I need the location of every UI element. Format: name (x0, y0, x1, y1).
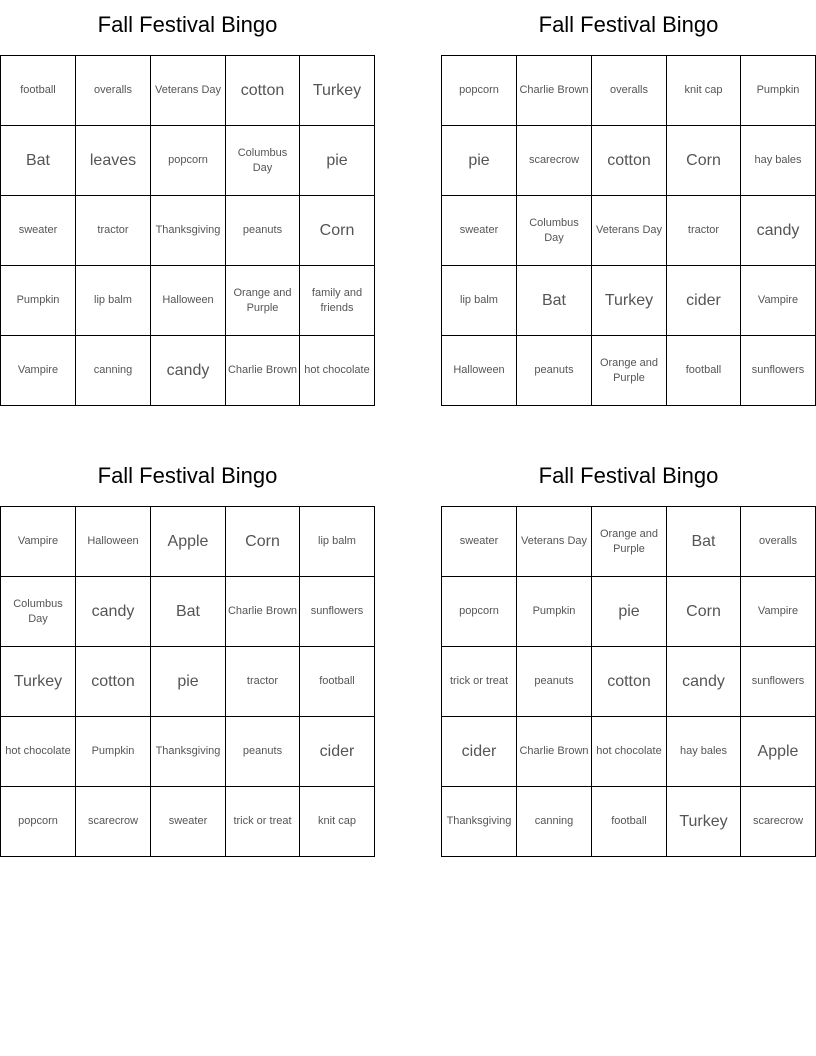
bingo-cell: Halloween (442, 336, 517, 406)
bingo-cell: peanuts (226, 196, 300, 266)
bingo-cell: knit cap (667, 56, 741, 126)
card-title: Fall Festival Bingo (538, 12, 719, 37)
bingo-cell: Charlie Brown (517, 56, 592, 126)
bingo-cell: tractor (76, 196, 151, 266)
bingo-cell: lip balm (300, 507, 375, 577)
bingo-cell: sweater (151, 787, 226, 857)
bingo-cell: trick or treat (442, 647, 517, 717)
bingo-cell: scarecrow (741, 787, 816, 857)
bingo-cell: Apple (741, 717, 816, 787)
card-title: Fall Festival Bingo (97, 12, 278, 37)
bingo-cell: Bat (667, 507, 741, 577)
bingo-cell: hot chocolate (1, 717, 76, 787)
bingo-cell: scarecrow (517, 126, 592, 196)
bingo-cell: cider (667, 266, 741, 336)
bingo-cell: Bat (151, 577, 226, 647)
bingo-cell: Charlie Brown (226, 577, 300, 647)
bingo-cell: cotton (226, 56, 300, 126)
bingo-grid (441, 55, 816, 406)
bingo-cell: cotton (592, 126, 667, 196)
bingo-cell: Pumpkin (517, 577, 592, 647)
bingo-cell: hot chocolate (300, 336, 375, 406)
bingo-cell: overalls (592, 56, 667, 126)
bingo-cell: peanuts (226, 717, 300, 787)
bingo-cell: sunflowers (300, 577, 375, 647)
bingo-cell: pie (592, 577, 667, 647)
bingo-cell: popcorn (442, 577, 517, 647)
bingo-cell: cotton (592, 647, 667, 717)
bingo-cell: football (300, 647, 375, 717)
bingo-cell: peanuts (517, 647, 592, 717)
bingo-cell: sweater (1, 196, 76, 266)
bingo-cell: popcorn (442, 56, 517, 126)
bingo-cell: leaves (76, 126, 151, 196)
bingo-cell: knit cap (300, 787, 375, 857)
bingo-cell: Vampire (741, 266, 816, 336)
bingo-cell: Turkey (1, 647, 76, 717)
bingo-cell: Orange and Purple (226, 266, 300, 336)
bingo-cell: candy (741, 196, 816, 266)
bingo-grid (441, 506, 816, 857)
bingo-cell: Corn (300, 196, 375, 266)
bingo-cell: Veterans Day (151, 56, 226, 126)
bingo-cell: Columbus Day (1, 577, 76, 647)
bingo-cell: Turkey (592, 266, 667, 336)
bingo-cell: cider (300, 717, 375, 787)
bingo-cell: Charlie Brown (226, 336, 300, 406)
bingo-cell: cotton (76, 647, 151, 717)
bingo-cell: popcorn (151, 126, 226, 196)
bingo-cell: sunflowers (741, 647, 816, 717)
bingo-cell: lip balm (442, 266, 517, 336)
bingo-cell: tractor (667, 196, 741, 266)
bingo-cell: tractor (226, 647, 300, 717)
bingo-cell: peanuts (517, 336, 592, 406)
bingo-cell: hay bales (741, 126, 816, 196)
bingo-cell: candy (151, 336, 226, 406)
bingo-grid (0, 55, 375, 406)
bingo-cell: Corn (226, 507, 300, 577)
bingo-cell: Bat (1, 126, 76, 196)
card-title: Fall Festival Bingo (538, 463, 719, 488)
bingo-cell: Vampire (1, 507, 76, 577)
bingo-cell: Charlie Brown (517, 717, 592, 787)
bingo-cell: Turkey (667, 787, 741, 857)
bingo-cell: Orange and Purple (592, 507, 667, 577)
bingo-cell: Bat (517, 266, 592, 336)
bingo-cell: canning (517, 787, 592, 857)
bingo-cell: Thanksgiving (151, 717, 226, 787)
bingo-cell: scarecrow (76, 787, 151, 857)
bingo-cell: Apple (151, 507, 226, 577)
bingo-cell: family and friends (300, 266, 375, 336)
card-title: Fall Festival Bingo (97, 463, 278, 488)
bingo-cell: football (667, 336, 741, 406)
bingo-grid (0, 506, 375, 857)
bingo-cell: Thanksgiving (151, 196, 226, 266)
bingo-cell: Vampire (741, 577, 816, 647)
bingo-cell: candy (76, 577, 151, 647)
bingo-cell: cider (442, 717, 517, 787)
bingo-cell: Thanksgiving (442, 787, 517, 857)
bingo-cell: Columbus Day (226, 126, 300, 196)
bingo-cell: Veterans Day (517, 507, 592, 577)
bingo-cell: overalls (741, 507, 816, 577)
bingo-cell: Columbus Day (517, 196, 592, 266)
bingo-cell: canning (76, 336, 151, 406)
bingo-cell: hay bales (667, 717, 741, 787)
bingo-cell: trick or treat (226, 787, 300, 857)
bingo-cell: sweater (442, 507, 517, 577)
bingo-cell: lip balm (76, 266, 151, 336)
bingo-cell: pie (442, 126, 517, 196)
bingo-cell: football (592, 787, 667, 857)
bingo-cell: Vampire (1, 336, 76, 406)
bingo-cell: Corn (667, 126, 741, 196)
bingo-cell: hot chocolate (592, 717, 667, 787)
bingo-cell: Corn (667, 577, 741, 647)
bingo-cell: Pumpkin (76, 717, 151, 787)
bingo-cell: overalls (76, 56, 151, 126)
bingo-cell: Orange and Purple (592, 336, 667, 406)
bingo-cell: Pumpkin (1, 266, 76, 336)
bingo-cell: Halloween (151, 266, 226, 336)
bingo-cell: Pumpkin (741, 56, 816, 126)
bingo-cell: Veterans Day (592, 196, 667, 266)
bingo-cell: pie (300, 126, 375, 196)
bingo-cell: popcorn (1, 787, 76, 857)
bingo-cell: sweater (442, 196, 517, 266)
bingo-cell: Turkey (300, 56, 375, 126)
bingo-cell: football (1, 56, 76, 126)
bingo-cell: Halloween (76, 507, 151, 577)
bingo-cell: sunflowers (741, 336, 816, 406)
bingo-cell: pie (151, 647, 226, 717)
bingo-cell: candy (667, 647, 741, 717)
